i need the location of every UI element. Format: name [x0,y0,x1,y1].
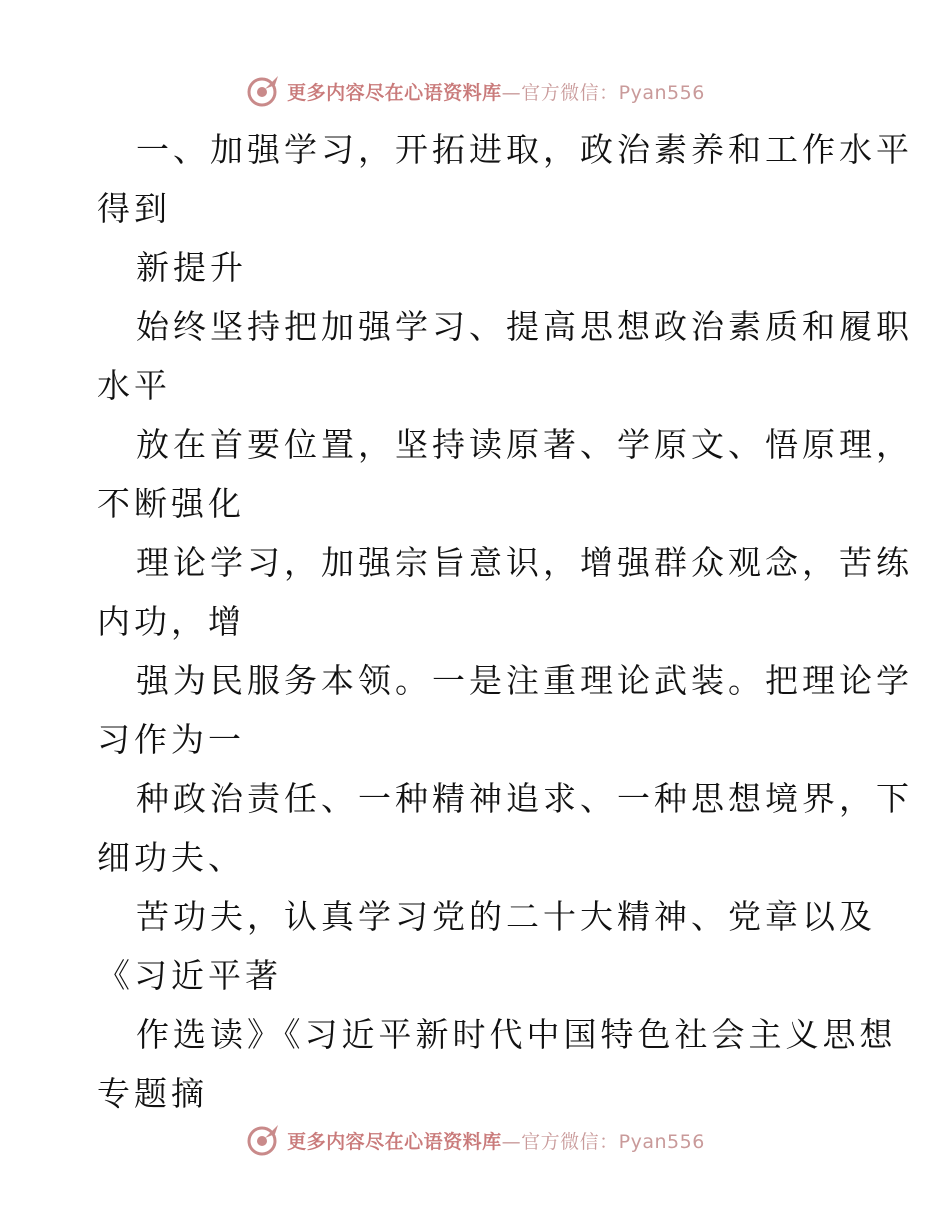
watermark-main-text: 更多内容尽在心语资料库 [287,81,502,104]
body-line: 种政治责任、一种精神追求、一种思想境界，下 [136,779,913,818]
body-line: 放在首要位置，坚持读原著、学原文、悟原理， [136,425,913,464]
body-line: 得到 [97,189,171,228]
watermark-main-text: 更多内容尽在心语资料库 [287,1130,502,1153]
watermark-sub-text: —官方微信：Pyan556 [501,1130,705,1153]
body-line: 水平 [97,366,171,405]
body-line: 强为民服务本领。一是注重理论武装。把理论学 [136,661,913,700]
body-line: 专题摘 [97,1074,208,1113]
watermark-text [287,78,705,105]
body-line: 习作为一 [97,720,245,759]
body-line: 苦功夫，认真学习党的二十大精神、党章以及 [136,897,876,936]
watermark-text [287,1127,705,1154]
quill-logo-icon [245,73,281,109]
watermark-sub-text: —官方微信：Pyan556 [501,81,705,104]
body-line: 细功夫、 [97,838,245,877]
body-line: 始终坚持把加强学习、提高思想政治素质和履职 [136,307,913,346]
body-line: 作选读》《习近平新时代中国特色社会主义思想 [136,1015,897,1054]
body-line: 理论学习，加强宗旨意识，增强群众观念，苦练 [136,543,913,582]
body-line: 新提升 [136,248,247,287]
quill-logo-icon [245,1122,281,1158]
body-line: 不断强化 [97,484,245,523]
watermark-footer [0,1120,950,1160]
body-line: 内功，增 [97,602,245,641]
document-body [97,120,913,1123]
watermark-header [0,71,950,111]
body-line: 一、加强学习，开拓进取，政治素养和工作水平 [136,130,913,169]
body-line: 《习近平著 [97,956,282,995]
